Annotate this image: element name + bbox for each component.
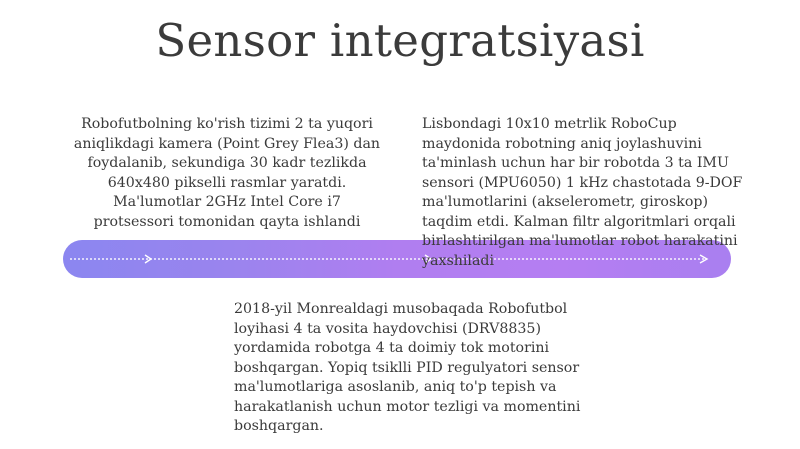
sensor-text-camera: Robofutbolning ko'rish tizimi 2 ta yuqori aniqlikdagi kamera (Point Grey Flea3) dan foydalanib, sekundiga 30 kadr tezlikda 640x480 pikselli rasmlar yaratdi. Ma'lumotlar 2GHz Intel Core i7 protsessori tomonidan qayta ishlandi [73, 116, 381, 230]
sensor-text-imu: Lisbondagi 10x10 metrlik RoboCup maydonida robotning aniq joylashuvini ta'minlash uchun har bir robotda 3 ta IMU sensori (MPU6050) 1 kHz chastotada 9-DOF ma'lumotlarini (akselerometr, giroskop) taqdim etdi. Kalman filtr algoritmlari orqali birlashtirilgan ma'lumotlar robot harakatini yaxshiladi [422, 116, 743, 269]
slide-title: Sensor integratsiyasi [155, 14, 645, 67]
timeline-arrow-mid-1 [145, 255, 151, 263]
sensor-text-motors: 2018-yil Monrealdagi musobaqada Robofutbol loyihasi 4 ta vosita haydovchisi (DRV8835) yordamida robotga 4 ta doimiy tok motorini boshqargan. Yopiq tsiklli PID regulyatori sensor ma'lumotlariga asoslanib, aniq to'p tepish va harakatlanish uchun motor tezligi va momentini boshqargan. [234, 301, 581, 434]
